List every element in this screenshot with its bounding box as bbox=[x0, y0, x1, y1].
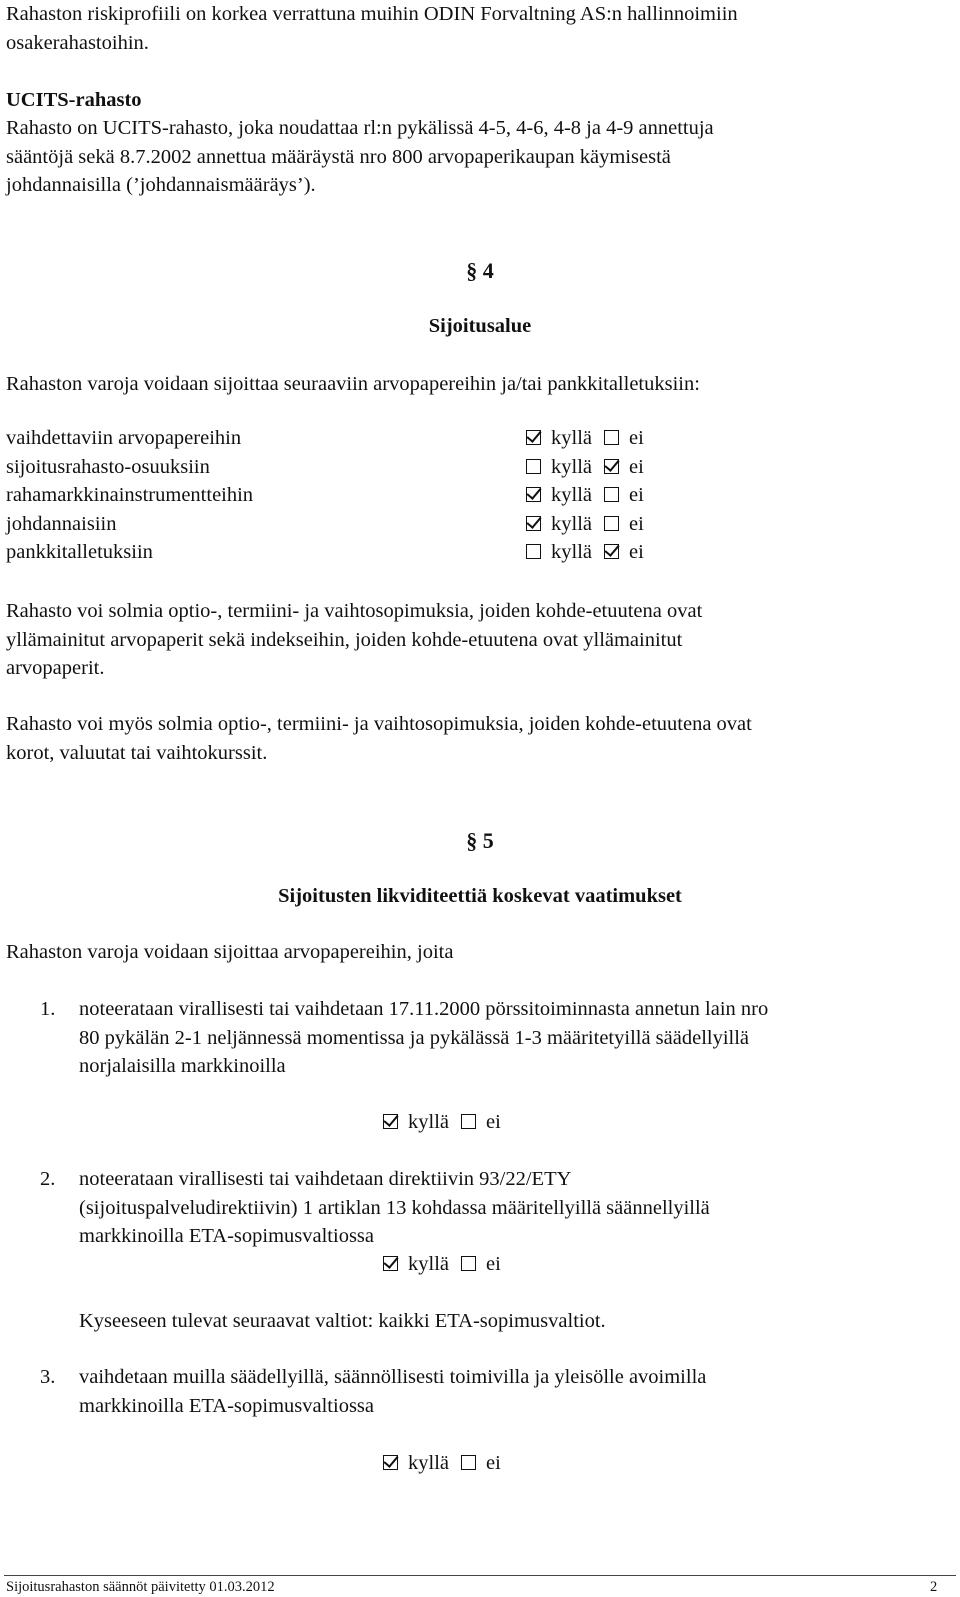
investment-area-no-checkbox[interactable] bbox=[604, 430, 619, 445]
investment-area-no-label: ei bbox=[629, 541, 644, 563]
requirement-yes-checkbox[interactable] bbox=[383, 1114, 398, 1129]
requirement-no-checkbox[interactable] bbox=[461, 1256, 476, 1271]
section-4-para-1-line-1: Rahasto voi solmia optio-, termiini- ja vaihtosopimuksia, joiden kohde-etuutena ovat bbox=[6, 600, 703, 622]
requirement-no-label: ei bbox=[486, 1111, 501, 1133]
requirement-yes-label: kyllä bbox=[408, 1452, 449, 1474]
footer-text: Sijoitusrahaston säännöt päivitetty 01.03.2012 bbox=[6, 1579, 275, 1595]
investment-area-no-checkbox[interactable] bbox=[604, 516, 619, 531]
investment-area-yes-checkbox[interactable] bbox=[526, 544, 541, 559]
requirement-text-line: 80 pykälän 2-1 neljännessä momentissa ja pykälässä 1-3 määritetyillä säädellyillä bbox=[79, 1026, 750, 1049]
investment-area-choice bbox=[526, 481, 644, 510]
ucits-line-2: sääntöjä sekä 8.7.2002 annettua määräystä nro 800 arvopaperikaupan käymisestä bbox=[6, 146, 671, 168]
requirement-note: Kyseeseen tulevat seuraavat valtiot: kaikki ETA-sopimusvaltiot. bbox=[79, 1310, 606, 1332]
requirement-yes-label: kyllä bbox=[408, 1111, 449, 1133]
section-4-number: § 4 bbox=[466, 258, 494, 283]
requirement-text-line: vaihdetaan muilla säädellyillä, säännöllisesti toimivilla ja yleisölle avoimilla bbox=[79, 1366, 707, 1388]
investment-area-yes-checkbox[interactable] bbox=[526, 516, 541, 531]
investment-area-label: pankkitalletuksiin bbox=[6, 541, 153, 563]
investment-area-choice bbox=[526, 453, 644, 482]
intro-line-2: osakerahastoihin. bbox=[6, 32, 149, 54]
section-5-number: § 5 bbox=[466, 828, 494, 853]
section-4-para-2-line-2: korot, valuutat tai vaihtokurssit. bbox=[6, 742, 268, 764]
investment-area-no-label: ei bbox=[629, 455, 644, 478]
requirement-text-line: (sijoituspalveludirektiivin) 1 artiklan 13 kohdassa määritellyillä säännellyillä bbox=[79, 1196, 710, 1219]
investment-area-choice bbox=[526, 510, 644, 539]
requirement-text-line: noteerataan virallisesti tai vaihdetaan 17.11.2000 pörssitoiminnasta annetun lain nro bbox=[79, 998, 769, 1020]
requirement-no-label: ei bbox=[486, 1452, 501, 1474]
investment-area-yes-label: kyllä bbox=[551, 512, 592, 535]
ucits-line-3: johdannaisilla (’johdannaismääräys’). bbox=[6, 174, 316, 196]
investment-area-no-checkbox[interactable] bbox=[604, 487, 619, 502]
investment-area-label: rahamarkkinainstrumentteihin bbox=[6, 484, 254, 506]
intro-line-1: Rahaston riskiprofiili on korkea verrattuna muihin ODIN Forvaltning AS:n hallinnoimiin bbox=[6, 3, 738, 25]
section-4-para-1-line-3: arvopaperit. bbox=[6, 657, 105, 679]
requirement-yes-checkbox[interactable] bbox=[383, 1455, 398, 1470]
investment-area-yes-label: kyllä bbox=[551, 541, 592, 563]
requirement-choice bbox=[383, 1250, 501, 1279]
ucits-heading: UCITS-rahasto bbox=[6, 89, 142, 111]
investment-area-no-checkbox[interactable] bbox=[604, 544, 619, 559]
ucits-line-1: Rahasto on UCITS-rahasto, joka noudattaa rl:n pykälissä 4-5, 4-6, 4-8 ja 4-9 annettuja bbox=[6, 117, 714, 139]
investment-area-yes-checkbox[interactable] bbox=[526, 487, 541, 502]
requirement-text-line: markkinoilla ETA-sopimusvaltiossa bbox=[79, 1225, 374, 1247]
footer-rule bbox=[4, 1575, 956, 1576]
requirement-choice bbox=[383, 1108, 501, 1137]
investment-area-choice bbox=[526, 538, 644, 567]
investment-area-no-label: ei bbox=[629, 427, 644, 449]
investment-area-label: vaihdettaviin arvopapereihin bbox=[6, 427, 242, 449]
investment-area-choice bbox=[526, 424, 644, 453]
requirement-text-line: noteerataan virallisesti tai vaihdetaan direktiivin 93/22/ETY bbox=[79, 1168, 572, 1190]
requirement-no-checkbox[interactable] bbox=[461, 1455, 476, 1470]
requirement-no-label: ei bbox=[486, 1253, 501, 1275]
page-number: 2 bbox=[930, 1579, 938, 1595]
investment-area-no-label: ei bbox=[629, 512, 644, 535]
requirement-number: 1. bbox=[40, 998, 56, 1020]
investment-area-no-label: ei bbox=[629, 484, 644, 506]
investment-area-label: sijoitusrahasto-osuuksiin bbox=[6, 455, 210, 478]
investment-area-no-checkbox[interactable] bbox=[604, 459, 619, 474]
investment-area-yes-label: kyllä bbox=[551, 455, 592, 478]
requirement-yes-label: kyllä bbox=[408, 1253, 449, 1275]
requirement-number: 2. bbox=[40, 1168, 56, 1190]
investment-area-yes-label: kyllä bbox=[551, 427, 592, 449]
section-4-title: Sijoitusalue bbox=[428, 315, 532, 337]
section-4-intro: Rahaston varoja voidaan sijoittaa seuraaviin arvopapereihin ja/tai pankkitalletuksiin: bbox=[6, 373, 700, 395]
requirement-no-checkbox[interactable] bbox=[461, 1114, 476, 1129]
requirement-choice bbox=[383, 1449, 501, 1478]
section-5-title: Sijoitusten likviditeettiä koskevat vaatimukset bbox=[278, 885, 682, 907]
investment-area-yes-checkbox[interactable] bbox=[526, 430, 541, 445]
requirement-text-line: norjalaisilla markkinoilla bbox=[79, 1055, 286, 1077]
section-4-para-2-line-1: Rahasto voi myös solmia optio-, termiini- ja vaihtosopimuksia, joiden kohde-etuutena ovat bbox=[6, 713, 752, 735]
section-4-para-1-line-2: yllämainitut arvopaperit sekä indekseihin, joiden kohde-etuutena ovat yllämainitut bbox=[6, 629, 683, 651]
investment-area-yes-label: kyllä bbox=[551, 484, 592, 506]
section-5-intro: Rahaston varoja voidaan sijoittaa arvopapereihin, joita bbox=[6, 941, 454, 963]
requirement-number: 3. bbox=[40, 1366, 56, 1388]
investment-area-label: johdannaisiin bbox=[6, 512, 117, 535]
requirement-yes-checkbox[interactable] bbox=[383, 1256, 398, 1271]
investment-area-yes-checkbox[interactable] bbox=[526, 459, 541, 474]
requirement-text-line: markkinoilla ETA-sopimusvaltiossa bbox=[79, 1394, 374, 1417]
